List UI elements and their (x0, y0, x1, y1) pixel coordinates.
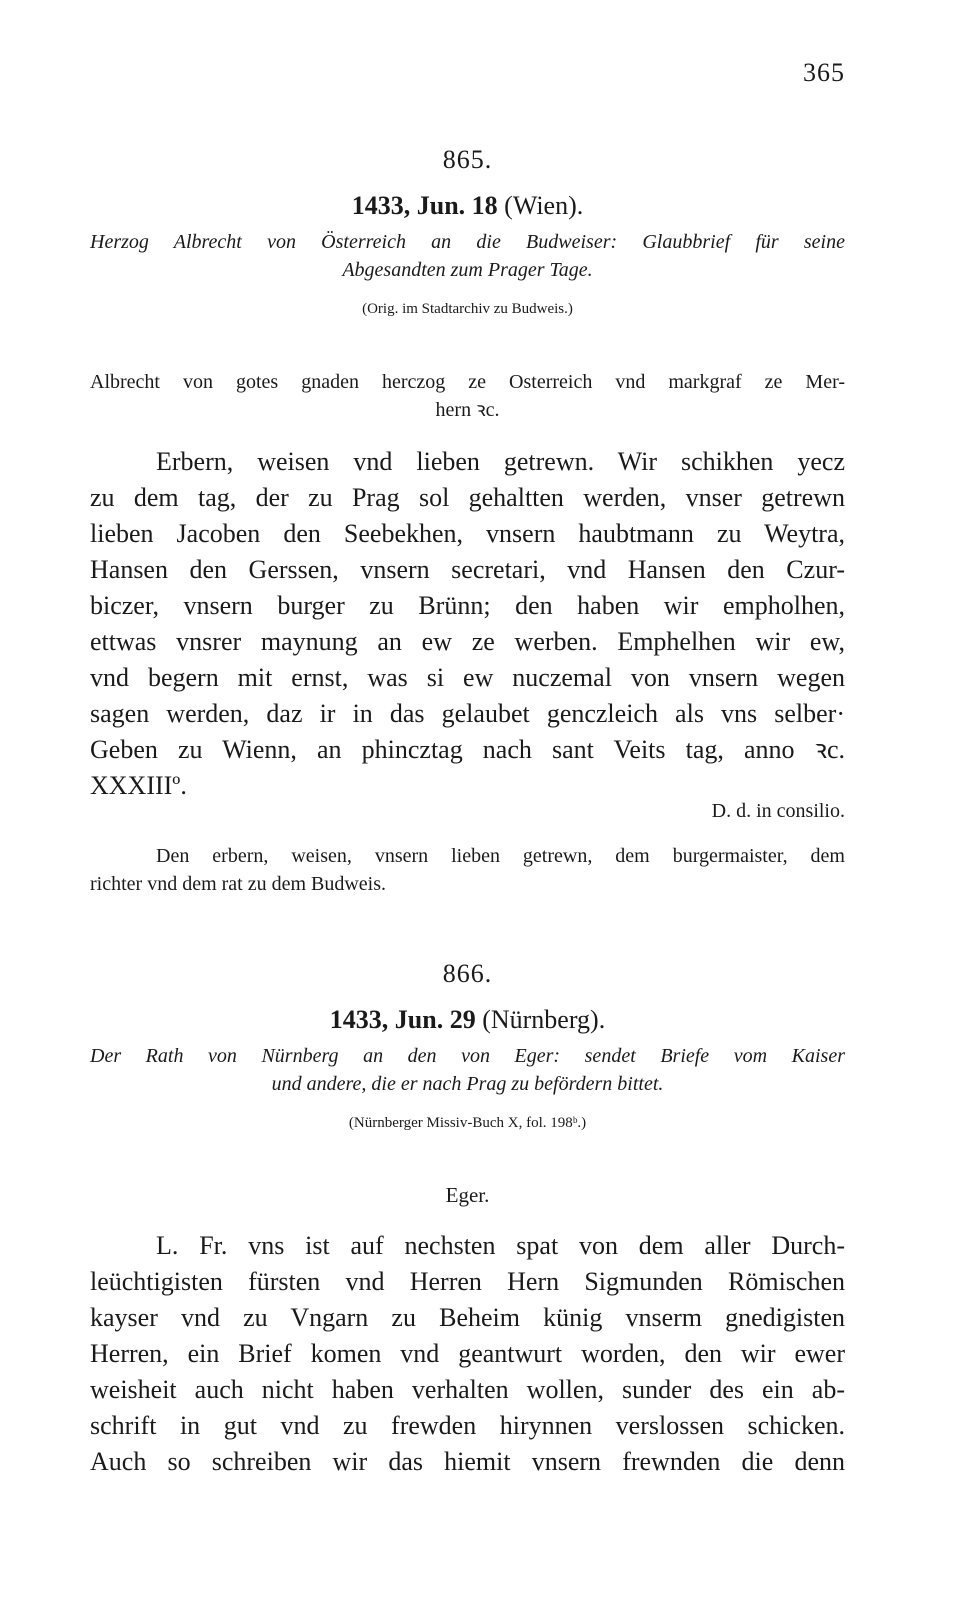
entry-regest (90, 228, 845, 284)
body-line: leüchtigisten fürsten vnd Herren Hern Sigmunden Römischen (90, 1267, 845, 1296)
entry-date (90, 1002, 845, 1038)
body-line: lieben Jacoben den Seebekhen, vnsern haubtmann zu Weytra, (90, 519, 845, 548)
address-line: Den erbern, weisen, vnsern lieben getrewn, dem burgermaister, dem (156, 845, 845, 867)
entry-date-main: 1433, Jun. 29 (329, 1005, 476, 1034)
body-line: Erbern, weisen vnd lieben getrewn. Wir schikhen yecz (156, 447, 845, 476)
body-line: ettwas vnsrer maynung an ew ze werben. Emphelhen wir ew, (90, 627, 845, 656)
page-number: 365 (803, 58, 845, 87)
entry-date (90, 188, 845, 224)
body-line: Herren, ein Brief komen vnd geantwurt worden, den wir ewer (90, 1339, 845, 1368)
body-line: schrift in gut vnd zu frewden hirynnen verslossen schicken. (90, 1411, 845, 1440)
body-line: Auch so schreiben wir das hiemit vnsern frewnden die denn (90, 1447, 845, 1476)
address-line: richter vnd dem rat zu dem Budweis. (90, 873, 387, 895)
entry-source: (Nürnberger Missiv-Buch X, fol. 198ᵇ.) (348, 1115, 587, 1131)
entry-866 (90, 956, 845, 1134)
body-line: Geben zu Wienn, an phincztag nach sant Veits tag, anno ꝛc. (90, 735, 845, 764)
body-line: weisheit auch nicht haben verhalten wollen, sunder des ein ab- (90, 1375, 845, 1404)
intro-line: hern ꝛc. (435, 399, 500, 421)
entry-number: 866. (442, 959, 493, 988)
entry-865-intro (90, 368, 845, 424)
regest-line: Abgesandten zum Prager Tage. (342, 259, 593, 281)
entry-866-body (90, 1228, 845, 1480)
entry-date-place: (Nürnberg). (475, 1005, 606, 1034)
regest-line: Herzog Albrecht von Österreich an die Budweiser: Glaubbrief für seine (90, 231, 845, 253)
entry-source: (Orig. im Stadtarchiv zu Budweis.) (362, 301, 573, 317)
document-page (90, 0, 845, 1616)
body-line: XXXIIIº. (90, 771, 187, 800)
body-line: kayser vnd zu Vngarn zu Beheim künig vnserm gnedigisten (90, 1303, 845, 1332)
entry-regest (90, 1042, 845, 1098)
entry-865-signature: D. d. in consilio. (711, 800, 845, 822)
entry-number: 865. (442, 145, 493, 174)
body-line: Hansen den Gerssen, vnsern secretari, vnd Hansen den Czur- (90, 555, 845, 584)
regest-line: und andere, die er nach Prag zu befördern bittet. (271, 1073, 664, 1095)
entry-865 (90, 142, 845, 320)
body-line: sagen werden, daz ir in das gelaubet genczleich als vns selber· (90, 699, 845, 728)
body-line: vnd begern mit ernst, was si ew nuczemal von vnsern wegen (90, 663, 845, 692)
entry-865-address (90, 842, 845, 898)
intro-line: Albrecht von gotes gnaden herczog ze Osterreich vnd markgraf ze Mer- (90, 371, 845, 393)
entry-866-recipient: Eger. (445, 1183, 490, 1207)
entry-865-body (90, 444, 845, 804)
entry-date-place: (Wien). (497, 191, 584, 220)
body-line: L. Fr. vns ist auf nechsten spat von dem aller Durch- (156, 1231, 845, 1260)
regest-line: Der Rath von Nürnberg an den von Eger: sendet Briefe vom Kaiser (90, 1045, 845, 1067)
body-line: biczer, vnsern burger zu Brünn; den haben wir empholhen, (90, 591, 845, 620)
entry-date-main: 1433, Jun. 18 (351, 191, 498, 220)
body-line: zu dem tag, der zu Prag sol gehaltten werden, vnser getrewn (90, 483, 845, 512)
